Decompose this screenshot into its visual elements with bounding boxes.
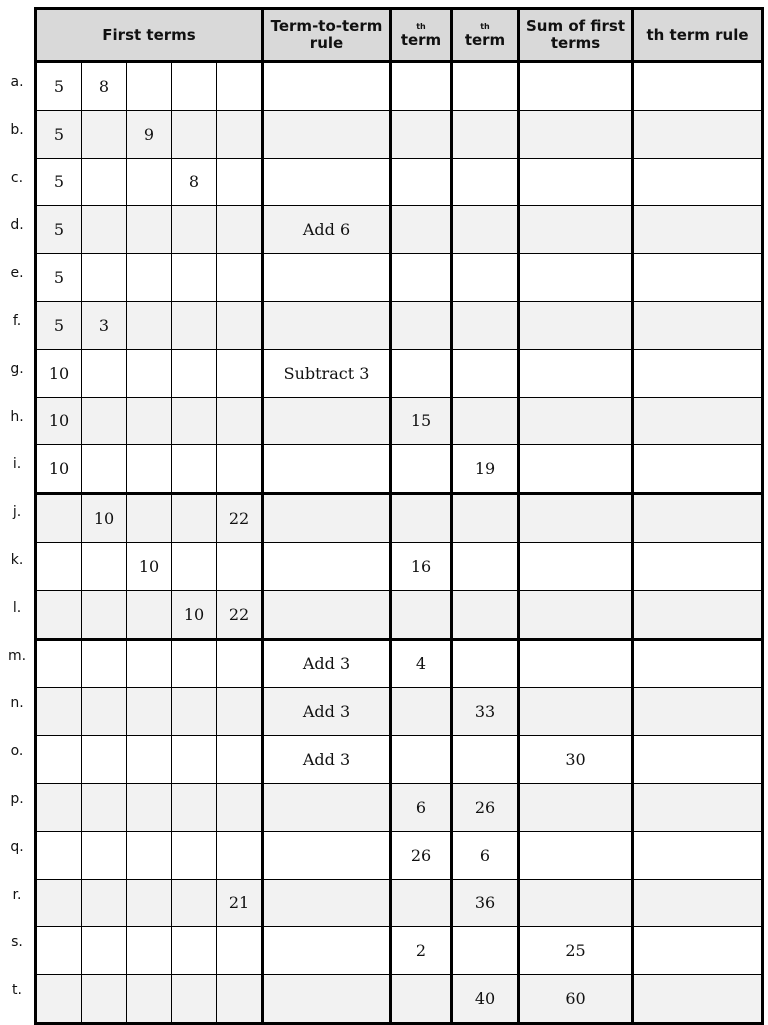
row-label: o. [10, 743, 24, 760]
term-2-cell[interactable] [82, 445, 127, 494]
term-4-cell[interactable] [172, 542, 217, 590]
term-2-cell[interactable] [82, 590, 127, 639]
nth-term-rule-cell[interactable] [633, 62, 763, 111]
rule-cell[interactable] [263, 927, 391, 975]
rule-cell[interactable]: Add 6 [263, 206, 391, 254]
term-5-cell[interactable] [217, 542, 263, 590]
term-5-cell[interactable] [217, 397, 263, 445]
nth-term-2-cell[interactable] [452, 62, 519, 111]
term-3-cell[interactable] [127, 639, 172, 688]
term-5-cell[interactable]: 21 [217, 879, 263, 927]
nth-term-rule-cell[interactable] [633, 206, 763, 254]
rule-cell[interactable] [263, 301, 391, 349]
table-row [36, 494, 763, 543]
nth-term-2-cell[interactable] [452, 301, 519, 349]
term-4-cell[interactable] [172, 206, 217, 254]
sum-cell[interactable] [519, 206, 633, 254]
nth-term-1-cell[interactable]: 4 [391, 639, 452, 688]
nth-term-1-cell[interactable] [391, 62, 452, 111]
table-row [36, 445, 763, 494]
nth-term-2-cell[interactable]: 40 [452, 975, 519, 1024]
nth-term-2-cell[interactable] [452, 590, 519, 639]
rule-cell[interactable] [263, 110, 391, 158]
table-row [36, 783, 763, 831]
term-3-cell[interactable] [127, 349, 172, 397]
rule-cell[interactable]: Add 3 [263, 688, 391, 736]
term-3-cell[interactable] [127, 445, 172, 494]
sum-cell[interactable] [519, 110, 633, 158]
term-1-cell[interactable]: 5 [36, 206, 82, 254]
row-label: r. [12, 886, 22, 903]
nth-term-rule-cell[interactable] [633, 349, 763, 397]
nth-term-2-cell[interactable] [452, 542, 519, 590]
term-3-cell[interactable] [127, 688, 172, 736]
term-4-cell[interactable] [172, 688, 217, 736]
nth-term-2-cell[interactable]: 36 [452, 879, 519, 927]
term-2-cell[interactable] [82, 975, 127, 1024]
term-2-cell[interactable] [82, 879, 127, 927]
nth-term-rule-cell[interactable] [633, 301, 763, 349]
nth-term-1-cell[interactable] [391, 445, 452, 494]
term-1-cell[interactable]: 5 [36, 62, 82, 111]
rule-cell[interactable] [263, 445, 391, 494]
sum-cell[interactable] [519, 349, 633, 397]
rule-cell[interactable] [263, 542, 391, 590]
term-1-cell[interactable] [36, 783, 82, 831]
nth-term-1-cell[interactable] [391, 301, 452, 349]
term-3-cell[interactable]: 9 [127, 110, 172, 158]
row-label: n. [10, 695, 24, 712]
sum-cell[interactable] [519, 494, 633, 543]
term-4-cell[interactable]: 8 [172, 158, 217, 206]
term-2-cell[interactable] [82, 736, 127, 784]
term-5-cell[interactable] [217, 736, 263, 784]
term-5-cell[interactable] [217, 62, 263, 111]
table-row [36, 397, 763, 445]
term-3-cell[interactable] [127, 494, 172, 543]
term-4-cell[interactable] [172, 397, 217, 445]
term-1-cell[interactable]: 5 [36, 110, 82, 158]
term-3-cell[interactable] [127, 736, 172, 784]
term-5-cell[interactable]: 22 [217, 494, 263, 543]
term-2-cell[interactable] [82, 927, 127, 975]
sum-cell[interactable] [519, 688, 633, 736]
term-4-cell[interactable] [172, 301, 217, 349]
term-3-cell[interactable] [127, 62, 172, 111]
sum-cell[interactable] [519, 639, 633, 688]
term-3-cell[interactable] [127, 158, 172, 206]
term-4-cell[interactable] [172, 639, 217, 688]
header-term-to-term-rule: Term-to-term rule [263, 9, 391, 62]
term-5-cell[interactable] [217, 831, 263, 879]
nth-term-1-cell[interactable] [391, 110, 452, 158]
nth-term-2-cell[interactable] [452, 158, 519, 206]
table-row [36, 879, 763, 927]
row-label: a. [10, 74, 24, 90]
term-2-cell[interactable] [82, 206, 127, 254]
term-5-cell[interactable] [217, 688, 263, 736]
term-1-cell[interactable] [36, 542, 82, 590]
nth-term-2-cell[interactable] [452, 736, 519, 784]
term-1-cell[interactable]: 10 [36, 349, 82, 397]
table-row [36, 831, 763, 879]
row-label: k. [10, 551, 24, 568]
term-3-cell[interactable] [127, 831, 172, 879]
nth-term-rule-cell[interactable] [633, 831, 763, 879]
nth-term-1-cell[interactable]: 15 [391, 397, 452, 445]
term-4-cell[interactable] [172, 445, 217, 494]
rule-cell[interactable] [263, 397, 391, 445]
table-row [36, 254, 763, 302]
nth-term-rule-cell[interactable] [633, 494, 763, 543]
term-4-cell[interactable] [172, 879, 217, 927]
term-4-cell[interactable] [172, 349, 217, 397]
table-row [36, 927, 763, 975]
sum-cell[interactable] [519, 445, 633, 494]
rule-cell[interactable]: Subtract 3 [263, 349, 391, 397]
nth-term-rule-cell[interactable] [633, 254, 763, 302]
term-1-cell[interactable] [36, 879, 82, 927]
term-1-cell[interactable]: 10 [36, 445, 82, 494]
table-row [36, 542, 763, 590]
sum-cell[interactable]: 60 [519, 975, 633, 1024]
row-label: j. [12, 504, 22, 521]
header-first-terms: First terms [36, 9, 263, 62]
term-5-cell[interactable] [217, 349, 263, 397]
row-label: f. [12, 312, 22, 329]
table-row [36, 158, 763, 206]
table-row [36, 688, 763, 736]
term-4-cell[interactable] [172, 831, 217, 879]
nth-term-rule-cell[interactable] [633, 445, 763, 494]
term-2-cell[interactable]: 10 [82, 494, 127, 543]
header-row [36, 9, 763, 62]
table-row [36, 62, 763, 111]
term-2-cell[interactable] [82, 783, 127, 831]
nth-term-2-cell[interactable] [452, 639, 519, 688]
row-label: q. [10, 838, 24, 855]
nth-term-rule-cell[interactable] [633, 736, 763, 784]
row-label: m. [7, 647, 27, 664]
term-3-cell[interactable] [127, 206, 172, 254]
nth-term-rule-cell[interactable] [633, 975, 763, 1024]
nth-term-rule-cell[interactable] [633, 397, 763, 445]
nth-term-1-cell[interactable] [391, 688, 452, 736]
table-row [36, 206, 763, 254]
term-3-cell[interactable] [127, 879, 172, 927]
table-row [36, 301, 763, 349]
rule-cell[interactable] [263, 590, 391, 639]
term-1-cell[interactable]: 10 [36, 397, 82, 445]
term-1-cell[interactable] [36, 639, 82, 688]
header-nth-term-2: th term [452, 9, 519, 62]
nth-term-1-cell[interactable]: 26 [391, 831, 452, 879]
table-row [36, 110, 763, 158]
rule-cell[interactable] [263, 831, 391, 879]
sequence-table [34, 7, 764, 1025]
term-5-cell[interactable] [217, 206, 263, 254]
term-4-cell[interactable]: 10 [172, 590, 217, 639]
row-label: c. [10, 169, 24, 186]
term-2-cell[interactable] [82, 110, 127, 158]
rule-cell[interactable] [263, 158, 391, 206]
term-2-cell[interactable] [82, 542, 127, 590]
sum-cell[interactable] [519, 590, 633, 639]
sum-cell[interactable] [519, 158, 633, 206]
row-label: d. [10, 217, 24, 234]
term-5-cell[interactable] [217, 301, 263, 349]
rule-cell[interactable] [263, 254, 391, 302]
nth-term-1-cell[interactable] [391, 975, 452, 1024]
term-5-cell[interactable] [217, 158, 263, 206]
term-2-cell[interactable] [82, 397, 127, 445]
row-label: i. [12, 456, 22, 473]
sum-cell[interactable]: 25 [519, 927, 633, 975]
term-1-cell[interactable] [36, 927, 82, 975]
term-2-cell[interactable] [82, 349, 127, 397]
rule-cell[interactable] [263, 783, 391, 831]
nth-term-1-cell[interactable] [391, 879, 452, 927]
term-1-cell[interactable]: 5 [36, 158, 82, 206]
term-4-cell[interactable] [172, 975, 217, 1024]
nth-term-1-cell[interactable] [391, 206, 452, 254]
table-row [36, 590, 763, 639]
term-2-cell[interactable]: 8 [82, 62, 127, 111]
nth-term-rule-cell[interactable] [633, 927, 763, 975]
row-label: p. [10, 790, 24, 807]
sum-cell[interactable] [519, 254, 633, 302]
header-nth-term-1: th term [391, 9, 452, 62]
nth-term-1-cell[interactable] [391, 736, 452, 784]
nth-term-rule-cell[interactable] [633, 783, 763, 831]
table-row [36, 639, 763, 688]
sum-cell[interactable] [519, 831, 633, 879]
term-5-cell[interactable] [217, 254, 263, 302]
term-3-cell[interactable] [127, 590, 172, 639]
sum-cell[interactable] [519, 783, 633, 831]
nth-term-2-cell[interactable] [452, 494, 519, 543]
row-labels [0, 59, 34, 1015]
row-label: b. [10, 121, 24, 138]
row-label: g. [10, 360, 24, 377]
nth-term-2-cell[interactable]: 26 [452, 783, 519, 831]
term-3-cell[interactable]: 10 [127, 542, 172, 590]
term-4-cell[interactable] [172, 110, 217, 158]
sum-cell[interactable] [519, 879, 633, 927]
term-1-cell[interactable] [36, 975, 82, 1024]
table-row [36, 349, 763, 397]
term-4-cell[interactable] [172, 736, 217, 784]
nth-term-1-cell[interactable] [391, 349, 452, 397]
nth-term-1-cell[interactable] [391, 254, 452, 302]
nth-term-2-cell[interactable]: 33 [452, 688, 519, 736]
rule-cell[interactable] [263, 494, 391, 543]
sum-cell[interactable]: 30 [519, 736, 633, 784]
term-1-cell[interactable] [36, 831, 82, 879]
nth-term-1-cell[interactable]: 6 [391, 783, 452, 831]
term-4-cell[interactable] [172, 62, 217, 111]
nth-term-2-cell[interactable] [452, 927, 519, 975]
row-label: s. [11, 934, 23, 951]
table-row [36, 975, 763, 1024]
term-5-cell[interactable] [217, 639, 263, 688]
term-5-cell[interactable] [217, 783, 263, 831]
term-4-cell[interactable] [172, 494, 217, 543]
term-1-cell[interactable] [36, 736, 82, 784]
nth-term-rule-cell[interactable] [633, 688, 763, 736]
table-row [36, 736, 763, 784]
term-2-cell[interactable] [82, 254, 127, 302]
nth-term-2-cell[interactable] [452, 206, 519, 254]
row-label: t. [12, 982, 22, 999]
term-5-cell[interactable] [217, 975, 263, 1024]
term-4-cell[interactable] [172, 783, 217, 831]
nth-term-2-cell[interactable] [452, 349, 519, 397]
term-1-cell[interactable]: 5 [36, 301, 82, 349]
row-label: l. [12, 599, 22, 616]
nth-term-2-cell[interactable] [452, 254, 519, 302]
rule-cell[interactable] [263, 879, 391, 927]
term-3-cell[interactable] [127, 397, 172, 445]
nth-term-2-cell[interactable] [452, 397, 519, 445]
sum-cell[interactable] [519, 542, 633, 590]
term-1-cell[interactable] [36, 590, 82, 639]
term-2-cell[interactable] [82, 831, 127, 879]
term-1-cell[interactable] [36, 688, 82, 736]
term-3-cell[interactable] [127, 975, 172, 1024]
term-2-cell[interactable] [82, 688, 127, 736]
nth-term-2-cell[interactable] [452, 110, 519, 158]
term-2-cell[interactable] [82, 639, 127, 688]
row-label: e. [10, 265, 24, 282]
sum-cell[interactable] [519, 62, 633, 111]
rule-cell[interactable]: Add 3 [263, 639, 391, 688]
term-1-cell[interactable] [36, 494, 82, 543]
sum-cell[interactable] [519, 397, 633, 445]
term-5-cell[interactable] [217, 927, 263, 975]
header-nth-term-rule: th term rule [633, 9, 763, 62]
header-sum-of-first-terms: Sum of first terms [519, 9, 633, 62]
nth-term-rule-cell[interactable] [633, 639, 763, 688]
term-3-cell[interactable] [127, 254, 172, 302]
rule-cell[interactable] [263, 975, 391, 1024]
term-5-cell[interactable] [217, 110, 263, 158]
nth-term-rule-cell[interactable] [633, 590, 763, 639]
nth-term-rule-cell[interactable] [633, 879, 763, 927]
nth-term-1-cell[interactable]: 2 [391, 927, 452, 975]
nth-term-1-cell[interactable]: 16 [391, 542, 452, 590]
term-1-cell[interactable]: 5 [36, 254, 82, 302]
term-4-cell[interactable] [172, 927, 217, 975]
nth-term-1-cell[interactable] [391, 158, 452, 206]
nth-term-2-cell[interactable]: 6 [452, 831, 519, 879]
term-5-cell[interactable]: 22 [217, 590, 263, 639]
nth-term-rule-cell[interactable] [633, 542, 763, 590]
rule-cell[interactable]: Add 3 [263, 736, 391, 784]
nth-term-rule-cell[interactable] [633, 110, 763, 158]
term-3-cell[interactable] [127, 783, 172, 831]
term-4-cell[interactable] [172, 254, 217, 302]
nth-term-rule-cell[interactable] [633, 158, 763, 206]
nth-term-1-cell[interactable] [391, 590, 452, 639]
term-5-cell[interactable] [217, 445, 263, 494]
rule-cell[interactable] [263, 62, 391, 111]
term-2-cell[interactable]: 3 [82, 301, 127, 349]
term-3-cell[interactable] [127, 301, 172, 349]
row-label: h. [10, 408, 24, 425]
nth-term-1-cell[interactable] [391, 494, 452, 543]
term-3-cell[interactable] [127, 927, 172, 975]
sum-cell[interactable] [519, 301, 633, 349]
nth-term-2-cell[interactable]: 19 [452, 445, 519, 494]
term-2-cell[interactable] [82, 158, 127, 206]
